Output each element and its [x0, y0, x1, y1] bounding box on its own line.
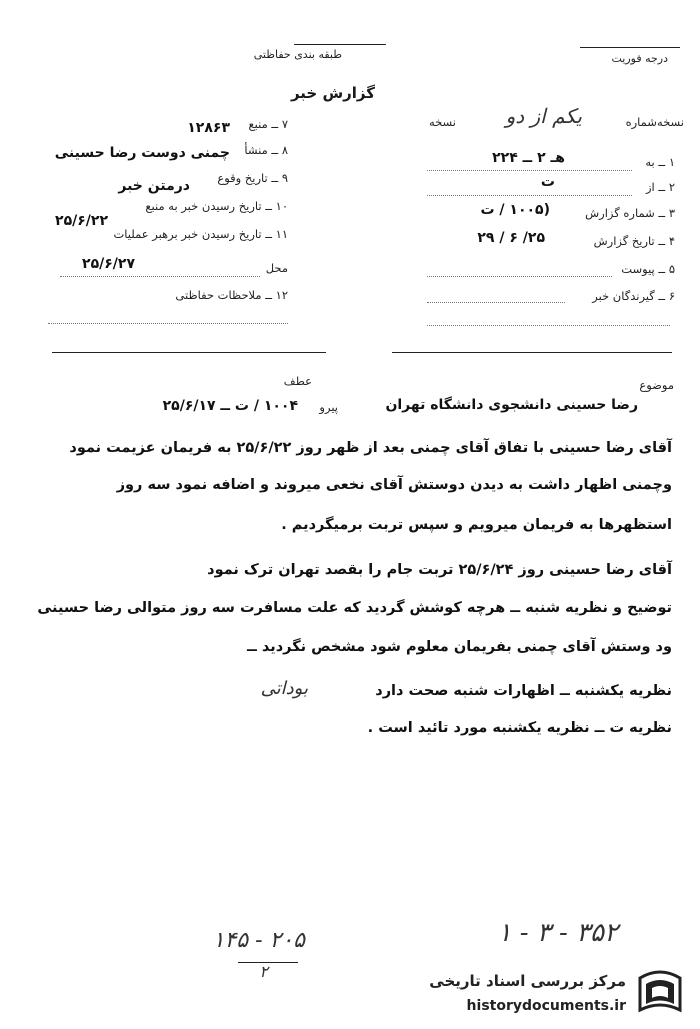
field-received-source-value: ۲۵/۶/۲۲: [55, 213, 108, 229]
field-origin-value: چمنی دوست رضا حسینی: [54, 145, 230, 161]
watermark-line1: مرکز بررسی اسناد تاریخی: [429, 972, 626, 990]
priority-rule: [580, 47, 680, 48]
field-source-label: ۷ ــ منبع: [248, 117, 288, 131]
divider-left: [52, 352, 326, 353]
subject-extra: پیرو: [319, 400, 338, 414]
copy-label: نسخه: [428, 115, 456, 129]
body-line: آقای رضا حسینی روز ۲۵/۶/۲۴ تربت جام را بقصد تهران ترک نمود: [207, 562, 672, 578]
body-line: ود وستش آقای چمنی بفریمان معلوم شود مشخص نگردید ــ: [246, 639, 672, 655]
dotted-line: [427, 195, 632, 196]
field-recipients-label: ۶ ــ گیرندگان خبر: [592, 289, 675, 303]
field-place-label: محل: [265, 261, 288, 275]
dotted-line: [427, 170, 632, 171]
field-received-ops-value: ۲۵/۶/۲۷: [82, 256, 135, 272]
field-report-date-label: ۴ ــ تاریخ گزارش: [593, 234, 675, 248]
field-origin-label: ۸ ــ منشأ: [244, 143, 288, 157]
dotted-line: [427, 276, 612, 277]
body-line: آقای رضا حسینی با تفاق آقای چمنی بعد از ظهر روز ۲۵/۶/۲۲ به فریمان عزیمت نمود: [69, 440, 672, 456]
divider-right: [392, 352, 672, 353]
field-received-ops-label: ۱۱ ــ تاریخ رسیدن خبر برهبر عملیات: [113, 227, 288, 241]
field-to-value: هـ ۲ ــ ۲۲۴: [492, 150, 565, 166]
body-line: نظریه یکشنبه ــ اظهارات شنبه صحت دارد: [375, 683, 672, 699]
classification-rule: [294, 44, 386, 45]
dotted-line: [427, 325, 670, 326]
field-received-source-label: ۱۰ ــ تاریخ رسیدن خبر به منبع: [145, 199, 288, 213]
copy-handwritten: یکم از دو: [505, 104, 582, 128]
handwritten-note: بوداتی: [260, 678, 308, 699]
field-from-label: ۲ ــ از: [646, 180, 675, 194]
bottom-number-left: ۲۰۵ - ۱۴۵: [212, 928, 305, 953]
history-documents-logo-icon: [632, 966, 688, 1022]
subject-atf-value: ۱۰۰۴ / ت ــ ۲۵/۶/۱۷: [162, 398, 298, 414]
watermark: [418, 966, 688, 1024]
body-line: وچمنی اظهار داشت به دیدن دوستش آقای نخعی میروند و اضافه نمود سه روز: [116, 477, 672, 493]
field-security-notes-label: ۱۲ ــ ملاحظات حفاظتی: [175, 288, 288, 302]
bottom-number-right: ۳۵۲ - ۳ - ۱: [497, 918, 618, 948]
body-line: نظریه ت ــ نظریه یکشنبه مورد تائید است .: [367, 720, 672, 736]
classification-label: طبقه بندی حفاظتی: [253, 48, 342, 61]
field-from-value: ت: [540, 174, 555, 190]
field-report-date-value: ۲۵/ ۶ / ۲۹: [477, 230, 545, 246]
subject-label: موضوع: [639, 378, 674, 392]
dotted-line: [60, 276, 260, 277]
page-title: گزارش خبر: [290, 84, 375, 102]
field-source-value: ۱۲۸۶۳: [187, 120, 230, 136]
watermark-line2: historydocuments.ir: [466, 998, 626, 1014]
body-line: استظهرها به فریمان میرویم و سپس تربت برمیگردیم .: [281, 517, 672, 533]
bottom-rule: [238, 962, 298, 963]
dotted-line: [48, 323, 288, 324]
atf-label: عطف: [283, 374, 312, 388]
body-line: توضیح و نظریه شنبه ــ هرچه کوشش گردید که علت مسافرت سه روز متوالی رضا حسینی: [37, 600, 672, 616]
field-report-number-value: (۱۰۰۵ / ت: [480, 202, 550, 218]
field-report-number-label: ۳ ــ شماره گزارش: [585, 206, 675, 220]
field-to-label: ۱ ــ به: [645, 155, 675, 169]
field-occurrence-date-value: درمتن خبر: [118, 178, 190, 194]
copy-number-label: نسخه‌شماره: [625, 115, 684, 129]
priority-label: درجه فوریت: [611, 52, 668, 65]
field-attachment-label: ۵ ــ پیوست: [621, 262, 675, 276]
dotted-line: [427, 302, 565, 303]
bottom-number-left-under: ۲: [259, 962, 268, 981]
subject-text: رضا حسینی دانشجوی دانشگاه تهران: [385, 397, 638, 413]
field-occurrence-date-label: ۹ ــ تاریخ وقوع: [217, 171, 288, 185]
